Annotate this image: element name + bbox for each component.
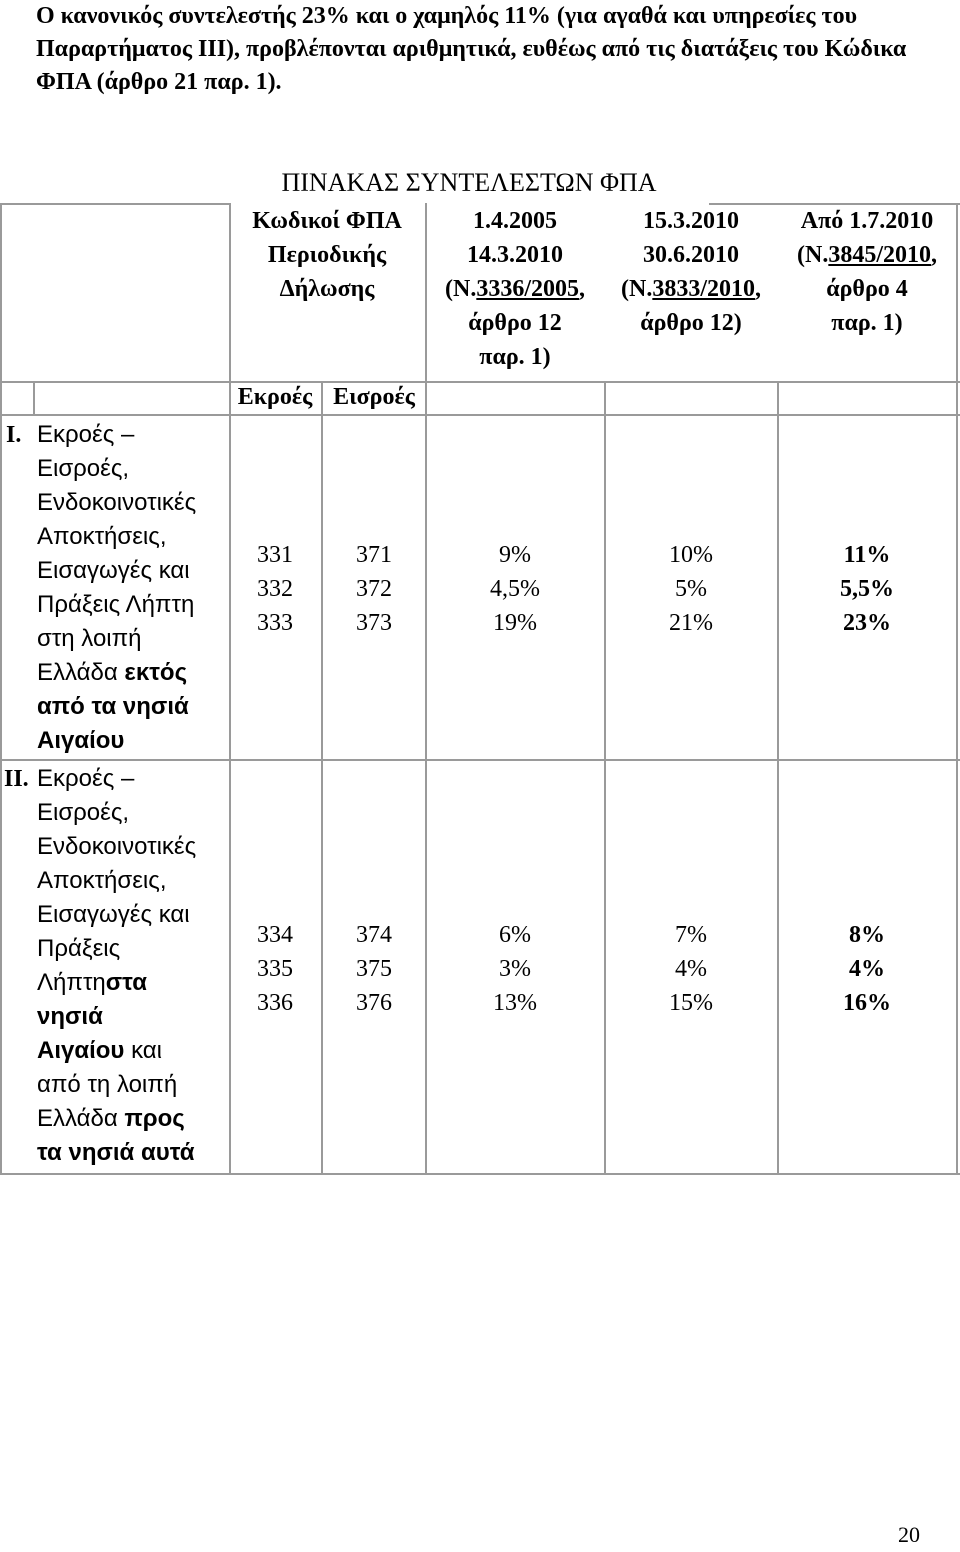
table-top-border	[0, 203, 229, 205]
numeral-col-border	[33, 381, 35, 415]
row2-rates-period1: 6% 3% 13%	[493, 922, 537, 1016]
period3-line1: Από 1.7.2010	[800, 208, 934, 234]
period2-line4: άρθρο 12)	[640, 310, 742, 336]
period3-line4: παρ. 1)	[831, 310, 903, 336]
row1-rates-period3: 11% 5,5% 23%	[840, 542, 894, 636]
period2-header	[605, 204, 777, 340]
inputs-header: Εισροές	[333, 384, 415, 410]
period1-line5: παρ. 1)	[479, 344, 551, 370]
table-right-border	[956, 203, 958, 1175]
header-divider	[0, 381, 960, 383]
period1-line2: 14.3.2010	[467, 242, 563, 268]
p1-right-border	[604, 381, 606, 1175]
period1-header	[426, 204, 604, 374]
law-link-3845[interactable]: 3845/2010	[828, 242, 931, 268]
law-link-3833[interactable]: 3833/2010	[652, 276, 755, 302]
period1-line4: άρθρο 12	[468, 310, 562, 336]
outputs-header: Εκροές	[237, 384, 313, 410]
codes-mid-border	[321, 381, 323, 1175]
codes-header-line2: Περιοδικής	[267, 242, 387, 268]
period2-law-line: (Ν.3833/2010,	[621, 276, 761, 302]
period1-law-line: (Ν.3336/2005,	[445, 276, 585, 302]
row1-out-codes: 331 332 333	[257, 542, 293, 636]
subheader-divider	[0, 414, 960, 416]
codes-header-line3: Δήλωσης	[279, 276, 375, 302]
row1-label: Εκροές – Εισροές, Ενδοκοινοτικές Αποκτήσεις, Εισαγωγές και Πράξεις Λήπτη στη λοιπή Ελλάδα εκτός από τα νησιά Αιγαίου	[37, 421, 197, 754]
row2-numeral: ΙΙ.	[4, 766, 29, 792]
row2-rates-period2: 7% 4% 15%	[669, 922, 713, 1016]
period2-line2: 30.6.2010	[643, 242, 739, 268]
row1-rates-period1: 9% 4,5% 19%	[490, 542, 540, 636]
row1-numeral: Ι.	[6, 422, 22, 448]
p2-right-border	[777, 381, 779, 1175]
period1-line1: 1.4.2005	[473, 208, 557, 234]
codes-header-line1: Κωδικοί ΦΠΑ	[252, 208, 402, 234]
table-left-border	[0, 203, 2, 1175]
row2-rates-period3: 8% 4% 16%	[843, 922, 891, 1016]
table-bottom-border	[0, 1173, 960, 1175]
intro-paragraph: Ο κανονικός συντελεστής 23% και ο χαμηλός 11% (για αγαθά και υπηρεσίες του Παραρτήματος ΙΙΙ), προβλέπονται αριθμητικά, ευθέως από τις διατάξεις του Κώδικα ΦΠΑ (άρθρο 21 παρ. 1).	[36, 3, 907, 95]
table-title: ΠΙΝΑΚΑΣ ΣΥΝΤΕΛΕΣΤΩΝ ΦΠΑ	[281, 168, 657, 197]
row2-label: Εκροές – Εισροές, Ενδοκοινοτικές Αποκτήσεις, Εισαγωγές και Πράξεις Λήπτηστα νησιά Αιγαίου και από τη λοιπή Ελλάδα προς τα νησιά αυτά	[37, 765, 197, 1166]
period3-law-line: (Ν.3845/2010,	[797, 242, 937, 268]
law-link-3336[interactable]: 3336/2005	[476, 276, 579, 302]
period2-line1: 15.3.2010	[643, 208, 739, 234]
label-col-border	[229, 203, 231, 1175]
row1-in-codes: 371 372 373	[356, 542, 392, 636]
row2-in-codes: 374 375 376	[356, 922, 392, 1016]
row-divider	[0, 759, 960, 761]
row1-rates-period2: 10% 5% 21%	[669, 542, 713, 636]
period3-header	[778, 204, 956, 340]
page-number: 20	[898, 1522, 920, 1547]
codes-header	[229, 204, 425, 306]
row2-out-codes: 334 335 336	[257, 922, 293, 1016]
period3-line3: άρθρο 4	[826, 276, 908, 302]
